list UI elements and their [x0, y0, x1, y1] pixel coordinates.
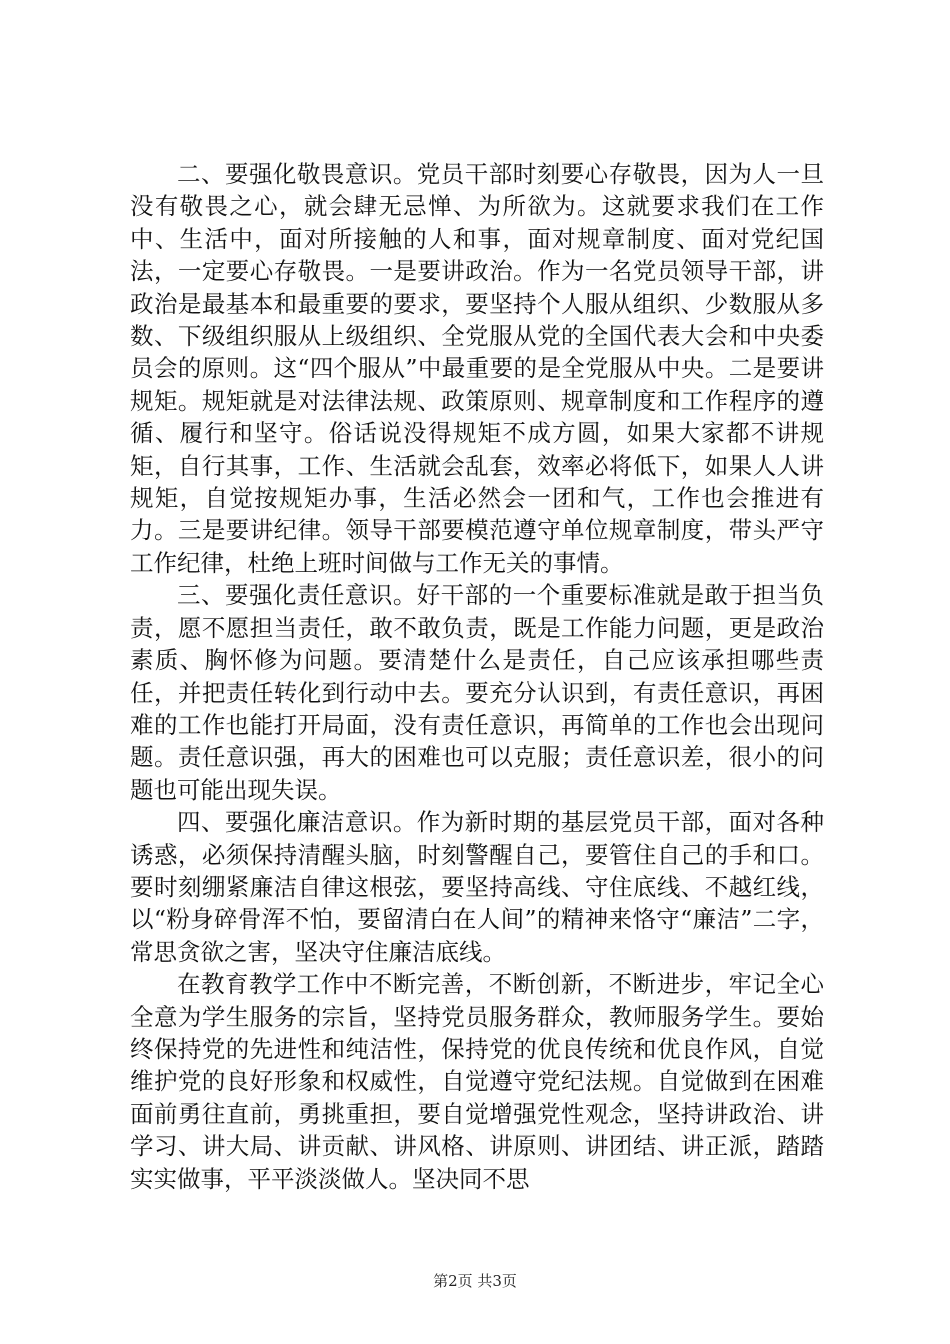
paragraph-responsibility-awareness: 三、要强化责任意识。好干部的一个重要标准就是敢于担当负责，愿不愿担当责任，敢不敢负责，既是工作能力问题，更是政治素质、胸怀修为问题。要清楚什么是责任，自己应该承担哪些责任，并把责任转化到行动中去。要充分认识到，有责任意识，再困难的工作也能打开局面，没有责任意识，再简单的工作也会出现问题。责任意识强，再大的困难也可以克服；责任意识差，很小的问题也可能出现失误。 — [130, 581, 824, 804]
paragraph-teaching-work: 在教育教学工作中不断完善，不断创新，不断进步，牢记全心全意为学生服务的宗旨，坚持党员服务群众，教师服务学生。要始终保持党的先进性和纯洁性，保持党的优良传统和优良作风，自觉维护党的良好形象和权威性，自觉遵守党纪法规。自觉做到在困难面前勇往直前，勇挑重担，要自觉增强党性观念，坚持讲政治、讲学习、讲大局、讲贡献、讲风格、讲原则、讲团结、讲正派，踏踏实实做事，平平淡淡做人。坚决同不思 — [130, 970, 824, 1193]
paragraph-integrity-awareness: 四、要强化廉洁意识。作为新时期的基层党员干部，面对各种诱惑，必须保持清醒头脑，时刻警醒自己，要管住自己的手和口。要时刻绷紧廉洁自律这根弦，要坚持高线、守住底线、不越红线，以“粉身碎骨浑不怕，要留清白在人间”的精神来恪守“廉洁”二字，常思贪欲之害，坚决守住廉洁底线。 — [130, 808, 824, 966]
page-number-footer: 第2页 共3页 — [433, 1272, 517, 1290]
paragraph-awe-awareness: 二、要强化敬畏意识。党员干部时刻要心存敬畏，因为人一旦没有敬畏之心，就会肆无忌惮、为所欲为。这就要求我们在工作中、生活中，面对所接触的人和事，面对规章制度、面对党纪国法，一定要心存敬畏。一是要讲政治。作为一名党员领导干部，讲政治是最基本和最重要的要求，要坚持个人服从组织、少数服从多数、下级组织服从上级组织、全党服从党的全国代表大会和中央委员会的原则。这“四个服从”中最重要的是全党服从中央。二是要讲规矩。规矩就是对法律法规、政策原则、规章制度和工作程序的遵循、履行和坚守。俗话说没得规矩不成方圆，如果大家都不讲规矩，自行其事，工作、生活就会乱套，效率必将低下，如果人人讲规矩，自觉按规矩办事，生活必然会一团和气，工作也会推进有力。三是要讲纪律。领导干部要模范遵守单位规章制度，带头严守工作纪律，杜绝上班时间做与工作无关的事情。 — [130, 160, 824, 577]
document-body — [130, 158, 824, 1195]
